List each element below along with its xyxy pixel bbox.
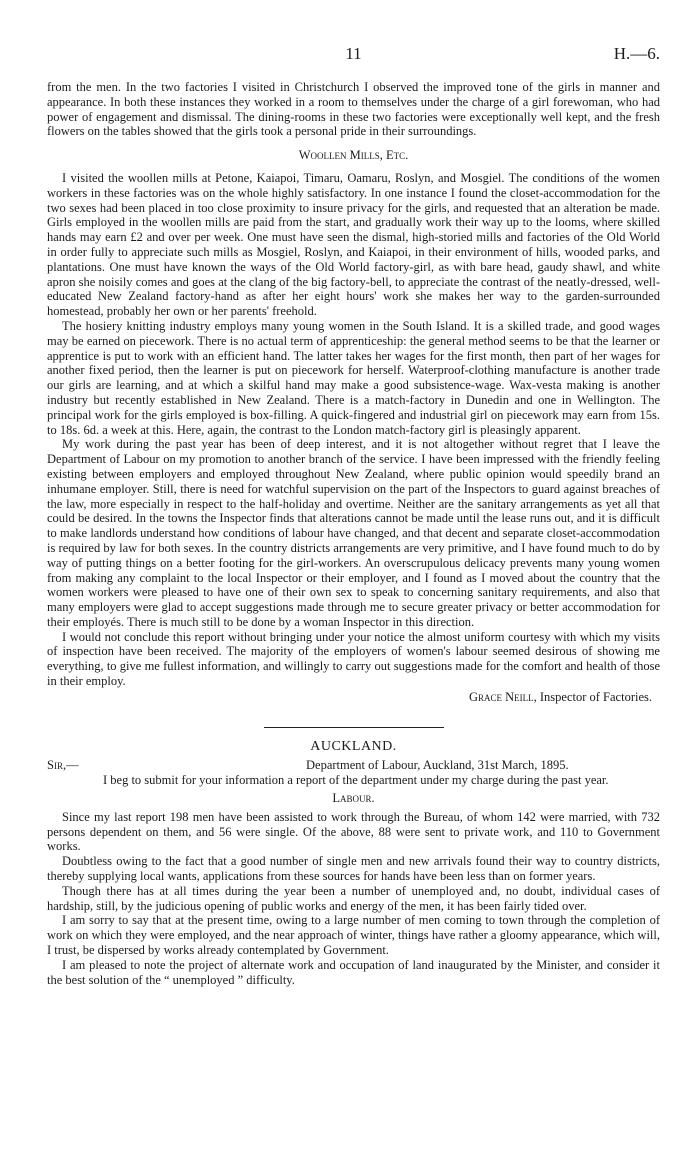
page-header xyxy=(47,40,660,64)
section-divider xyxy=(264,727,444,728)
heading-auckland: AUCKLAND. xyxy=(310,738,397,754)
paragraph-submit: I beg to submit for your information a report of the department under my charge during the past year. xyxy=(103,773,609,788)
paragraph-intro: from the men. In the two factories I visited in Christchurch I observed the improved tone of the girls in manner and appearance. In both these instances they worked in a room to themselves under the charge of a girl forewoman, who had power of engagement and dismissal. The dining-rooms in these two factories were exceptionally well kept, and the fresh flowers on the tables showed that the girls took a personal pride in their surroundings. xyxy=(47,80,660,139)
signature xyxy=(47,690,660,705)
signature-title: , Inspector of Factories. xyxy=(533,689,652,704)
signature-name: Grace Neill xyxy=(468,689,534,704)
paragraph-hosiery: The hosiery knitting industry employs many young women in the South Island. It is a skilled trade, and good wages may be earned on piecework. There is no actual term of apprenticeship: the general method seems to be that the learner or apprentice is put to work with an efficient hand. The latter takes her wages for the first month, then part of her wages for another fixed period, then the learner is put on piecework for herself. Waterproof-clothing manufacture is another trade our girls are learning, and at which a skilful hand may make a good subsistence-wage. Wax-vesta making is another industry but recently established in New Zealand. There is a match-factory in Dunedin and one in Wellington. The principal work for the girls employed is box-filling. A quick-fingered and industrial girl on piecework may earn from 15s. to 18s. 6d. a week at this. Here, again, the contrast to the London match-factory girl is pleasingly apparent. xyxy=(47,318,660,437)
document-body xyxy=(47,80,660,987)
page-reference: H.—6. xyxy=(613,44,660,63)
paragraph-woollen-mills: I visited the woollen mills at Petone, Kaiapoi, Timaru, Oamaru, Roslyn, and Mosgiel. The conditions of the women workers in these factories was on the whole highly satisfactory. In one instance I found the closet-accommodation for the two sexes had been placed in too close proximity to insure privacy for the girls, and requested that an alteration be made. Girls employed in the woollen mills are paid from the start, and gradually work their way up to the looms, where skilled hands may earn £2 and over per week. One must have seen the dismal, high-storied mills and factories of the Old World in order fully to appreciate such mills as Mosgiel, Roslyn, and Kaiapoi, in their environment of hills, wooded parks, and plantations. One must have known the ways of the Old World factory-girl, as with bare head, gaudy shawl, and white apron she noisily comes and goes at the clang of the big factory-bell, to appreciate the contrast of the neatly-dressed, well-educated New Zealand factory-hand as after her eight hours' work she makes her way to the garden-surrounded homestead, probably her own or her parents' freehold. xyxy=(47,170,660,319)
section-heading-woollen-mills: Woollen Mills, Etc. xyxy=(298,148,409,163)
page-number: 11 xyxy=(345,44,362,63)
paragraph-sorry: I am sorry to say that at the present time, owing to a large number of men coming to town through the completion of work on which they were employed, and the near approach of winter, things have rather a gloomy appearance, which will, I trust, be dispersed by works already contemplated by Government. xyxy=(47,913,660,958)
paragraph-work: My work during the past year has been of deep interest, and it is not altogether without regret that I leave the Department of Labour on my promotion to another branch of the service. I have been impressed with the friendly feeling existing between employers and employed throughout New Zealand, where public opinion would speedily brand an inhumane employer. Still, there is need for watchful supervision on the part of the Inspectors to guard against breaches of the law, more especially in respect to the half-holiday and overtime. Neither are the sanitary arrangements as yet all that could be desired. In the towns the Inspector finds that alterations cannot be made until the lease runs out, and it is difficult to make landlords understand how conditions of labour have changed, and that decent and separate closet-accommodation is required by law for both sexes. In the country districts arrangements are very primitive, and I have found much to do by way of putting things on a better footing for the girl-workers. An overscrupulous delicacy prevents many young women from making any complaint to the local Inspector or their employer, and I found as I moved about the country that the women workers were pleased to have one of their own sex to speak to concerning sanitary requirements, and also that many employers were glad to accept suggestions made through me to secure greater privacy or better accommodation for their employés. There is much still to be done by a woman Inspector in this direction. xyxy=(47,437,660,629)
paragraph-doubtless: Doubtless owing to the fact that a good number of single men and new arrivals found their way to country districts, thereby supplying local wants, applications from these sources for hands have been less than on former years. xyxy=(47,854,660,884)
section-heading-labour: Labour. xyxy=(332,791,375,806)
paragraph-though: Though there has at all times during the year been a number of unemployed and, no doubt, individual cases of hardship, still, by the judicious opening of public works and energy of the men, it has been fairly tided over. xyxy=(47,883,660,913)
paragraph-pleased: I am pleased to note the project of alternate work and occupation of land inaugurated by the Minister, and consider it the best solution of the “ unemployed ” difficulty. xyxy=(47,957,660,987)
department-line: Department of Labour, Auckland, 31st March, 1895. xyxy=(306,758,569,773)
paragraph-since: Since my last report 198 men have been assisted to work through the Bureau, of whom 142 were married, with 732 persons dependent on them, and 56 were single. Of the above, 88 were sent to private work, and 110 to Government works. xyxy=(47,809,660,854)
salutation-line xyxy=(47,758,660,773)
paragraph-conclusion: I would not conclude this report without bringing under your notice the almost uniform courtesy with which my visits of inspection have been received. The majority of the employers of women's labour seemed desirous of showing me everything, to give me fullest information, and willingly to carry out suggestions made for the comfort and health of those in their employ. xyxy=(47,629,660,689)
salutation: Sir,— xyxy=(47,758,79,773)
